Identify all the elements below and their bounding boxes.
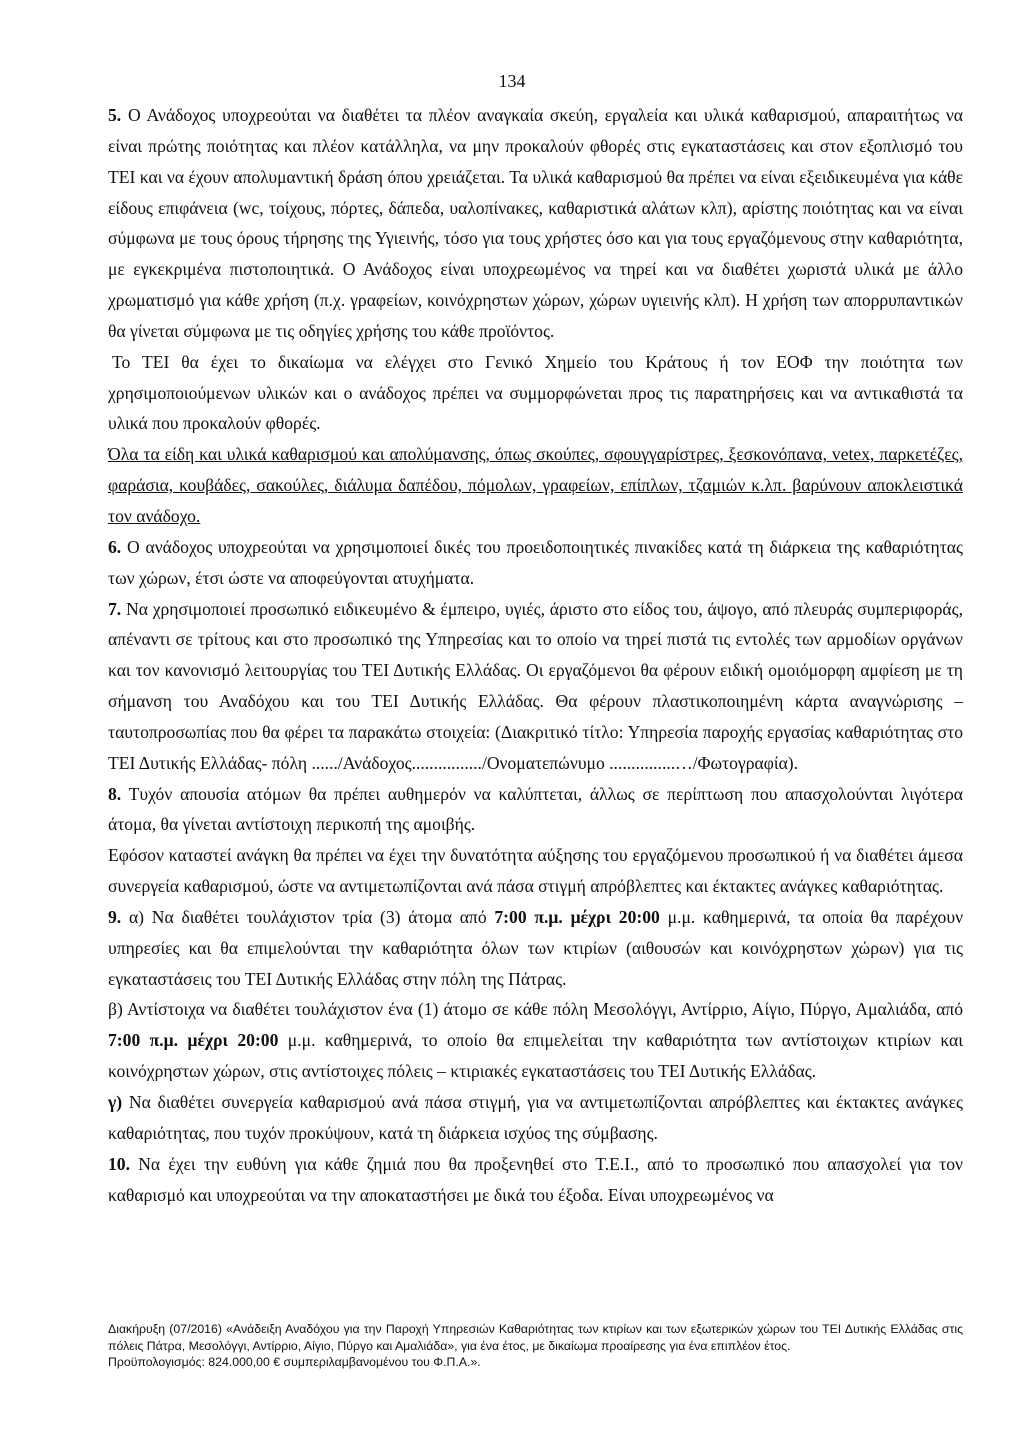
item-9c-label: γ) <box>108 1092 123 1112</box>
item-5-text: Ο Ανάδοχος υποχρεούται να διαθέτει τα πλέον αναγκαία σκεύη, εργαλεία και υλικά καθαρισμού, απαραιτήτως να είναι πρώτης ποιότητας και πλέον κατάλληλα, να μην προκαλούν φθορές στις εγκαταστάσεις και στον εξοπλισμό του ΤΕΙ και να έχουν απολυμαντική δράση όπου χρειάζεται. Τα υλικά καθαρισμού θα πρέπει να είναι εξειδικευμένα για κάθε είδους επιφάνεια (wc, τοίχους, πόρτες, δάπεδα, υαλοπίνακες, καθαριστικά αλάτων κλπ), αρίστης ποιότητας και να είναι σύμφωνα με τους όρους τήρησης της Υγιεινής, τόσο για τους χρήστες όσο και για τους εργαζόμενους στην καθαριότητα, με εγκεκριμένα πιστοποιητικά. Ο Ανάδοχος είναι υποχρεωμένος να τηρεί και να διαθέτει χωριστά υλικά με άλλο χρωματισμό για κάθε χρήση (π.χ. γραφείων, κοινόχρηστων χώρων, χώρων υγιεινής κλπ). Η χρήση των απορρυπαντικών θα γίνεται σύμφωνα με τις οδηγίες χρήσης του κάθε προϊόντος. <box>108 105 964 341</box>
page-footer <box>108 1321 963 1371</box>
item-9a-text-end: μ.μ. καθημερινά, τα οποία θα παρέχουν υπηρεσίες και θα επιμελούνται την καθαριότητα όλων των κτιρίων (αιθουσών και κοινόχρηστων χώρων) για τις εγκαταστάσεις του ΤΕΙ Δυτικής Ελλάδας στην πόλη της Πάτρας. <box>108 906 964 989</box>
item-9b-text-end: μ.μ. καθημερινά, το οποίο θα επιμελείται την καθαριότητα των αντίστοιχων κτιρίων και κοινόχρηστων χώρων, στις αντίστοιχες πόλεις – κτιριακές εγκαταστάσεις του ΤΕΙ Δυτικής Ελλάδας. <box>108 1030 963 1082</box>
document-body <box>108 100 963 1210</box>
item-5-quality-paragraph: Το ΤΕΙ θα έχει το δικαίωμα να ελέγχει στο Γενικό Χημείο του Κράτους ή τον ΕΟΦ την ποιότητα των χρησιμοποιούμενων υλικών και ο ανάδοχος πρέπει να συμμορφώνεται προς τις παρατηρήσεις και να αντικαθιστά τα υλικά που προκαλούν φθορές. <box>108 351 963 434</box>
item-6-text: Ο ανάδοχος υποχρεούται να χρησιμοποιεί δικές του προειδοποιητικές πινακίδες κατά τη διάρκεια της καθαριότητας των χώρων, έτσι ώστε να αποφεύγονται ατυχήματα. <box>108 536 963 588</box>
item-7-text: Να χρησιμοποιεί προσωπικό ειδικευμένο & έμπειρο, υγιές, άριστο στο είδος του, άψογο, από πλευράς συμπεριφοράς, απέναντι σε τρίτους και στο προσωπικό της Υπηρεσίας και το οποίο να τηρεί πιστά τις εντολές των αρμοδίων οργάνων και τον κανονισμό λειτουργίας του ΤΕΙ Δυτικής Ελλάδας. Οι εργαζόμενοι θα φέρουν ειδική ομοιόμορφη αμφίεση με τη σήμανση του Αναδόχου και του ΤΕΙ Δυτικής Ελλάδας. Θα φέρουν πλαστικοποιημένη κάρτα αναγνώρισης – ταυτοπροσωπίας που θα φέρει τα παρακάτω στοιχεία: (Διακριτικό τίτλο: Υπηρεσία παροχής εργασίας καθαριότητας στο ΤΕΙ Δυτικής Ελλάδας- πόλη ....../Ανάδοχος................/Ονοματεπώνυμο ...............…/Φωτογραφία). <box>108 598 963 773</box>
item-7-number: 7. <box>108 598 122 619</box>
footer-tender-title: Διακήρυξη (07/2016) «Ανάδειξη Αναδόχου για την Παροχή Υπηρεσιών Καθαριότητας των κτιρίων και των εξωτερικών χώρων του ΤΕΙ Δυτικής Ελλάδας στις πόλεις Πάτρα, Μεσολόγγι, Αντίρριο, Αίγιο, Πύργο και Αμαλιάδα», για ένα έτος, με δικαίωμα προαίρεσης για ένα επιπλέον έτος. <box>108 1322 963 1353</box>
item-9b-paragraph <box>108 994 963 1087</box>
item-7-paragraph <box>108 594 963 779</box>
item-8-text: Τυχόν απουσία ατόμων θα πρέπει αυθημερόν να καλύπτεται, άλλως σε περίπτωση που απασχολούνται λιγότερα άτομα, θα γίνεται αντίστοιχη περικοπή της αμοιβής. <box>108 783 963 835</box>
footer-budget: Προϋπολογισμός: 824.000,00 € συμπεριλαμβανομένου του Φ.Π.Α.». <box>108 1355 481 1369</box>
item-10-text: Να έχει την ευθύνη για κάθε ζημιά που θα προξενηθεί στο Τ.Ε.Ι., από το προσωπικό που απασχολεί για τον καθαρισμό και υποχρεούται να την αποκαταστήσει με δικά του έξοδα. Είναι υποχρεωμένος να <box>108 1153 963 1205</box>
item-9a-start-time: 7:00 π.μ. <box>494 906 563 927</box>
item-5-materials-paragraph: Όλα τα είδη και υλικά καθαρισμού και απολύμανσης, όπως σκούπες, σφουγγαρίστρες, ξεσκονόπανα, vetex, παρκετέζες, φαράσια, κουβάδες, σακούλες, διάλυμα δαπέδου, πόμολων, γραφείων, επίπλων, τζαμιών κ.λπ. βαρύνουν αποκλειστικά τον ανάδοχο. <box>108 444 963 526</box>
page-number: 134 <box>498 71 526 91</box>
item-8-number: 8. <box>108 783 122 804</box>
item-8-second-paragraph: Εφόσον καταστεί ανάγκη θα πρέπει να έχει την δυνατότητα αύξησης του εργαζόμενου προσωπικού ή να διαθέτει άμεσα συνεργεία καθαρισμού, ώστε να αντιμετωπίζονται ανά πάσα στιγμή απρόβλεπτες και έκτακτες ανάγκες καθαριότητας. <box>108 845 963 897</box>
item-5-number: 5. <box>108 105 122 125</box>
item-9a-end-time: μέχρι 20:00 <box>570 906 660 927</box>
item-9b-end-time: μέχρι 20:00 <box>187 1030 279 1051</box>
item-9b-text: β) Αντίστοιχα να διαθέτει τουλάχιστον ένα (1) άτομο σε κάθε πόλη Μεσολόγγι, Αντίρριο, Αίγιο, Πύργο, Αμαλιάδα, από <box>108 999 963 1020</box>
item-9a-text: α) Να διαθέτει τουλάχιστον τρία (3) άτομα από <box>128 906 495 927</box>
item-10-number: 10. <box>108 1153 130 1174</box>
item-5-paragraph <box>108 100 963 347</box>
item-10-paragraph <box>108 1149 963 1211</box>
item-9c-text: Να διαθέτει συνεργεία καθαρισμού ανά πάσα στιγμή, για να αντιμετωπίζονται απρόβλεπτες και έκτακτες ανάγκες καθαριότητας, που τυχόν προκύψουν, κατά τη διάρκεια ισχύος της σύμβασης. <box>108 1092 963 1143</box>
item-8-paragraph <box>108 779 963 841</box>
item-9b-start-time: 7:00 π.μ. <box>108 1030 179 1051</box>
item-9a-paragraph <box>108 902 963 995</box>
item-6-number: 6. <box>108 536 122 557</box>
item-9c-paragraph <box>108 1087 963 1149</box>
item-9-number: 9. <box>108 906 122 927</box>
item-9a-spacer <box>563 907 571 927</box>
item-6-paragraph <box>108 532 963 594</box>
